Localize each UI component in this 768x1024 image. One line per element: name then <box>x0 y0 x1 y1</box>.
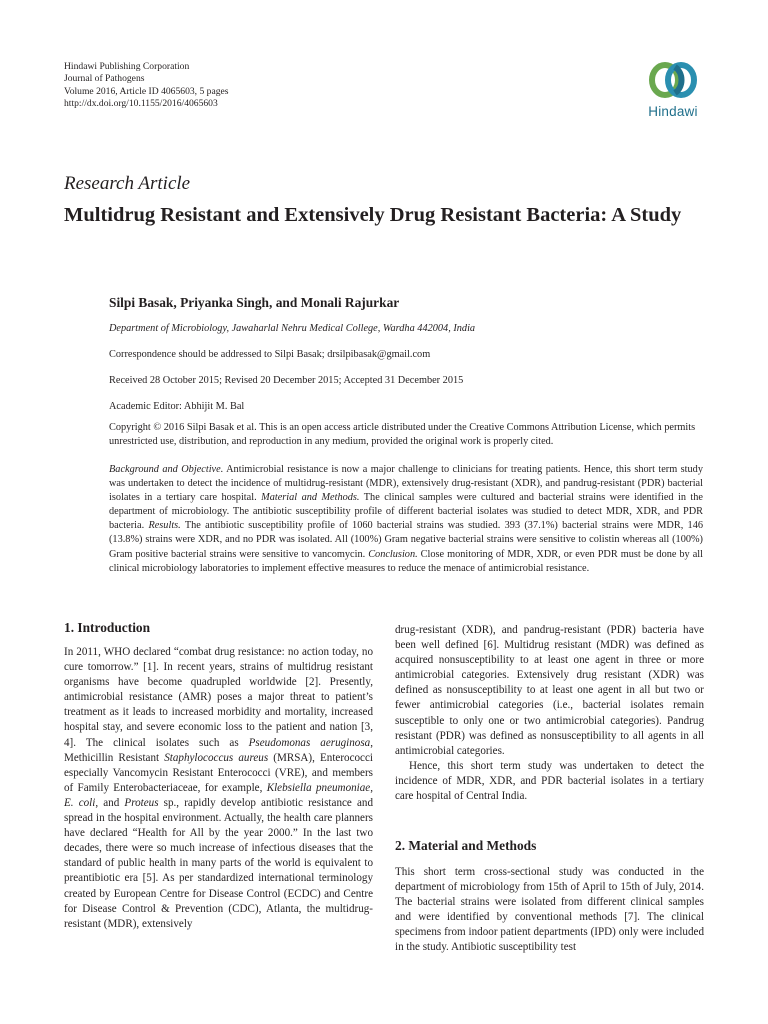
abstract-results-label: Results. <box>148 520 181 532</box>
intro-paragraph-2: drug-resistant (XDR), and pandrug-resistant (PDR) bacteria have been well defined [6]. Multidrug resistant (MDR) was defined as acquired nonsusceptibility to at least one agent in three or more antimicrobial categories. Extensively drug resistant (XDR) was defined as nonsusceptibility to at least one agent in all but two or fewer antimicrobial categories (i.e., bacterial isolates remain susceptible to only one or two antimicrobial categories). Pandrug resistant (PDR) was defined as nonsusceptibility to all agents in all antimicrobial categories. <box>395 624 704 757</box>
journal-name: Journal of Pathogens <box>64 73 145 85</box>
abstract-background-label: Background and Objective. <box>109 464 224 475</box>
author-list: Silpi Basak, Priyanka Singh, and Monali Rajurkar <box>109 295 400 310</box>
abstract-results-text: The antibiotic susceptibility profile of 1060 bacterial strains was studied. 393 (37.1%) bacterial strains were MDR, 146 (13.8%) strains were XDR, and no PDR was isolated. All (100%) Gram negative bacterial strains were sensitive to colistin whereas all (100%) Gram positive bacterial strains were sensitive to vancomycin. <box>109 520 704 560</box>
intro-paragraph-1 <box>64 645 373 932</box>
volume-info: Volume 2016, Article ID 4065603, 5 pages <box>64 85 229 97</box>
intro-text: , <box>370 781 373 794</box>
logo-text: Hindawi <box>648 104 698 119</box>
right-column-lower <box>395 865 704 956</box>
introduction-heading: 1. Introduction <box>64 620 151 635</box>
intro-text: , and <box>95 796 125 809</box>
abstract-methods-label: Material and Methods. <box>261 492 360 504</box>
publisher-name: Hindawi Publishing Corporation <box>64 61 190 72</box>
species-name: E. coli <box>64 796 96 809</box>
abstract-conclusion-label: Conclusion. <box>368 548 418 560</box>
methods-paragraph-1: This short term cross-sectional study was conducted in the department of microbiology from 15th of April to 15th of July, 2014. The bacterial strains were isolated from different clinical samples and were identified by conventional methods [7]. The clinical specimens from indoor patient departments (IPD) only were included in the study. Antibiotic susceptibility test <box>395 866 704 954</box>
abstract-background-text: Antimicrobial resistance is now a major challenge to clinicians for treating patients. Hence, this short term study was undertaken to detect the incidence of multidrug-resistant (MDR), extensively drug-resistant (XDR), and pandrug-resistant (PDR) bacterial isolates in a tertiary care hospital. <box>109 464 703 504</box>
affiliation: Department of Microbiology, Jawaharlal Nehru Medical College, Wardha 442004, India <box>109 323 476 334</box>
species-name: Staphylococcus aureus <box>164 751 269 764</box>
intro-text: sp., rapidly develop antibiotic resistance and spread in the hospital environment. Actually, the health care planners have declared “Health for All by the year 2000.” In the last two decades, there were so much increase of infectious diseases that the standard of public health in many parts of the world is equivalent to preantibiotic era [5]. As per standardized international terminology created by European Centre for Disease Control (ECDC) and Centre for Disease Control & Prevention (CDC), Atlanta, the multidrug-resistant (MDR), extensively <box>64 796 373 930</box>
correspondence-email-link[interactable]: drsilpibasak@gmail.com <box>327 349 431 360</box>
journal-header <box>64 61 229 111</box>
abstract-methods-text: The clinical samples were cultured and bacterial strains were identified in the department of microbiology. The antibiotic susceptibility profile of different bacterial isolates was studied to detect MDR, XDR, and PDR bacteria. <box>109 492 703 532</box>
article-dates: Received 28 October 2015; Revised 20 December 2015; Accepted 31 December 2015 <box>109 375 464 386</box>
species-name: Klebsiella pneumoniae <box>266 781 371 794</box>
hindawi-rings-logo-icon <box>647 57 699 103</box>
doi-link[interactable]: http://dx.doi.org/10.1155/2016/4065603 <box>64 98 218 110</box>
intro-text: , Methicillin Resistant <box>64 736 374 764</box>
article-title: Multidrug Resistant and Extensively Drug Resistant Bacteria: A Study <box>64 204 682 226</box>
species-name: Pseudomonas aeruginosa <box>248 736 371 749</box>
article-type: Research Article <box>64 173 191 194</box>
species-name: Proteus <box>124 796 159 809</box>
copyright-notice: Copyright © 2016 Silpi Basak et al. This is an open access article distributed under the Creative Commons Attribution License, which permits unrestricted use, distribution, and reproduction in any medium, provided the original work is properly cited. <box>109 422 696 448</box>
intro-text: In 2011, WHO declared “combat drug resistance: no action today, no cure tomorrow.” [1]. In recent years, strains of multidrug resistant organisms have become quadrupled worldwide [2]. Presently, antimicrobial resistance (AMR) poses a major threat to patient’s treatment as it leads to increased morbidity and mortality, increased hospital stay, and severe economic loss to the patient and nation [3, 4]. The clinical isolates such as <box>64 646 373 749</box>
right-column-upper <box>395 623 704 804</box>
methods-heading: 2. Material and Methods <box>395 838 537 853</box>
intro-text: (MRSA), Enterococci especially Vancomycin Resistant Enterococci (VRE), and members of Family Enterobacteriaceae, for example, <box>64 751 373 794</box>
hindawi-logo <box>636 57 710 119</box>
correspondence <box>109 349 430 360</box>
intro-paragraph-3: Hence, this short term study was undertaken to detect the incidence of MDR, XDR, and PDR bacterial isolates in a tertiary care hospital of Central India. <box>395 759 704 803</box>
academic-editor: Academic Editor: Abhijit M. Bal <box>109 401 245 412</box>
abstract-conclusion-text: Close monitoring of MDR, XDR, or even PDR must be done by all clinical microbiology laboratories to implement effective measures to reduce the menace of antimicrobial resistance. <box>109 548 703 574</box>
left-column <box>64 645 373 932</box>
abstract <box>109 463 703 576</box>
correspondence-label: Correspondence should be addressed to Silpi Basak; <box>109 349 328 360</box>
